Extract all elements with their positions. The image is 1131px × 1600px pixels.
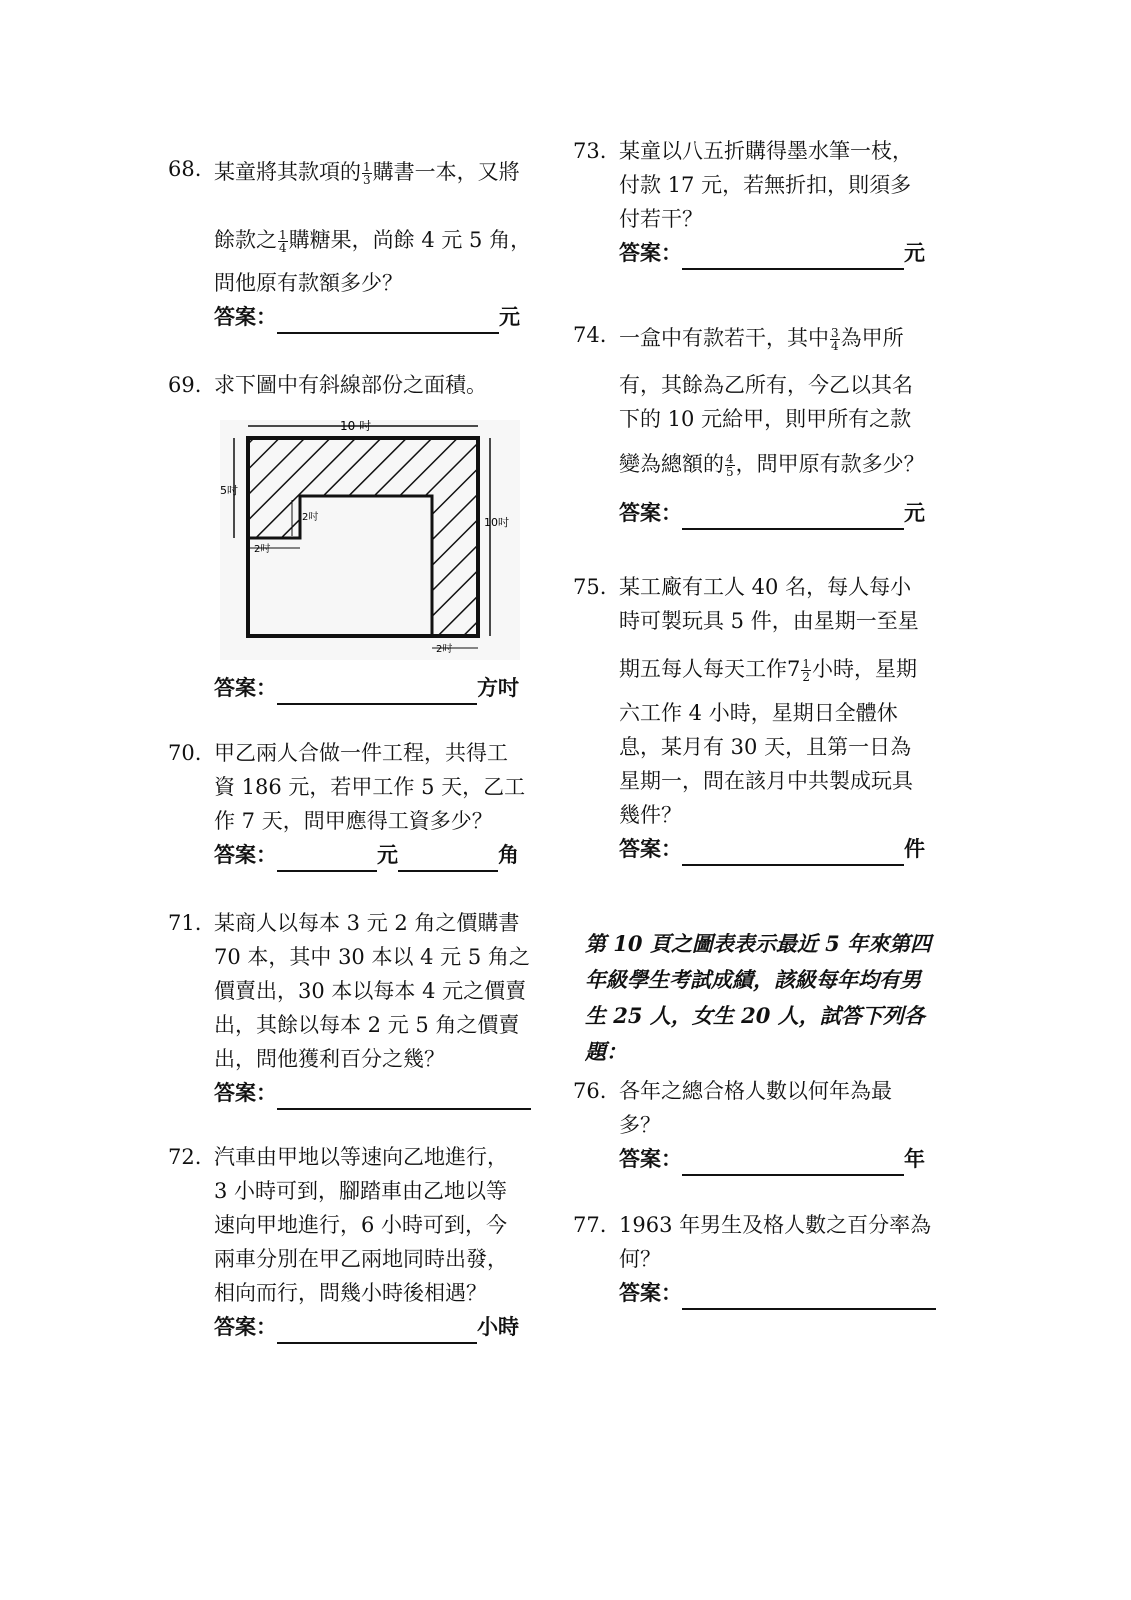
question-text: 某工廠有工人 40 名，每人每小 (619, 575, 912, 599)
question-68 (168, 152, 568, 334)
question-text: 70 本，其中 30 本以 4 元 5 角之 (214, 945, 530, 969)
answer-blank[interactable] (682, 1152, 904, 1176)
fraction: $\frac{4}{5}$ (726, 452, 734, 479)
question-73 (573, 134, 973, 270)
question-text: 多？ (619, 1113, 661, 1137)
question-text: 何？ (619, 1247, 661, 1271)
answer-blank[interactable] (277, 1086, 531, 1110)
question-number: 75. (573, 575, 607, 599)
question-number: 72. (168, 1145, 202, 1169)
label-inner: 2吋 (302, 512, 319, 523)
answer-blank[interactable] (682, 506, 904, 530)
question-number: 68. (168, 157, 202, 181)
question-75 (573, 570, 973, 866)
answer-line: 答案： 件 (619, 832, 973, 866)
answer-line: 答案： 元 (619, 236, 973, 270)
question-text: 出，其餘以每本 2 元 5 角之價賣 (214, 1013, 520, 1037)
question-text: 購書一本，又將 (372, 160, 520, 184)
question-text: 一盒中有款若干，其中 (619, 326, 829, 350)
answer-line: 答案： 年 (619, 1142, 973, 1176)
question-69-answer (214, 671, 574, 705)
label-top: 10 吋 (340, 420, 372, 433)
answer-blank[interactable] (682, 842, 904, 866)
question-text: 付若干？ (619, 207, 703, 231)
question-text: 時可製玩具 5 件，由星期一至星 (619, 609, 919, 633)
answer-line: 答案： (214, 1076, 568, 1110)
answer-blank[interactable] (277, 1320, 477, 1344)
label-bottom-right: 2吋 (436, 644, 453, 655)
question-number: 71. (168, 911, 202, 935)
question-number: 69. (168, 373, 202, 397)
section-instruction: 第 10 頁之圖表表示最近 5 年來第四 年級學生考試成績，該級每年均有男 生 25 人，女生 20 人，試答下列各 題： (585, 931, 932, 1064)
question-text: 六工作 4 小時，星期日全體休 (619, 701, 898, 725)
question-text: 購糖果，尚餘 4 元 5 角， (288, 228, 532, 252)
shaded-area-figure (220, 420, 520, 665)
question-text: 為甲所 (840, 326, 904, 350)
question-77 (573, 1208, 973, 1310)
answer-line: 答案： 元 角 (214, 838, 568, 872)
question-number: 76. (573, 1079, 607, 1103)
answer-blank-jiao[interactable] (398, 848, 498, 872)
question-text: 3 小時可到，腳踏車由乙地以等 (214, 1179, 508, 1203)
question-text: 資 186 元，若甲工作 5 天，乙工 (214, 775, 526, 799)
question-71 (168, 906, 568, 1110)
question-text: 速向甲地進行，6 小時可到，今 (214, 1213, 508, 1237)
answer-line: 答案： 元 (619, 496, 973, 530)
question-text: 小時，星期 (812, 657, 918, 681)
question-text: 下的 10 元給甲，則甲所有之款 (619, 407, 912, 431)
question-text: ，問甲原有款多少？ (735, 452, 925, 476)
question-number: 70. (168, 741, 202, 765)
question-text: 某商人以每本 3 元 2 角之價購書 (214, 911, 520, 935)
question-text: 作 7 天，問甲應得工資多少？ (214, 809, 493, 833)
question-text: 相向而行，問幾小時後相遇？ (214, 1281, 487, 1305)
question-text: 甲乙兩人合做一件工程，共得工 (214, 741, 508, 765)
question-text: 求下圖中有斜線部份之面積。 (214, 373, 487, 397)
fraction: $\frac{1}{2}$ (802, 657, 811, 684)
label-bottom-left: 2吋 (254, 544, 271, 555)
question-text: 期五每人每天工作7 (619, 657, 801, 681)
question-text: 價賣出，30 本以每本 4 元之價賣 (214, 979, 527, 1003)
label-right: 10吋 (484, 516, 509, 529)
question-text: 付款 17 元，若無折扣，則須多 (619, 173, 912, 197)
question-text: 餘款之 (214, 228, 277, 252)
fraction: $\frac{3}{4}$ (831, 326, 839, 353)
figure-svg (220, 420, 520, 660)
question-text: 某童將其款項的 (214, 160, 361, 184)
question-text: 幾件？ (619, 803, 682, 827)
question-text: 出，問他獲利百分之幾？ (214, 1047, 445, 1071)
label-left: 5吋 (220, 484, 238, 497)
answer-line: 答案： (619, 1276, 973, 1310)
fraction: $\frac{1}{3}$ (363, 160, 371, 187)
question-text: 汽車由甲地以等速向乙地進行， (214, 1145, 508, 1169)
answer-blank-yuan[interactable] (277, 848, 377, 872)
question-number: 74. (573, 323, 607, 347)
question-76 (573, 1074, 973, 1176)
answer-blank[interactable] (277, 681, 477, 705)
question-text: 有，其餘為乙所有，今乙以其名 (619, 373, 913, 397)
answer-blank[interactable] (277, 310, 499, 334)
question-text: 問他原有款額多少？ (214, 271, 403, 295)
question-70 (168, 736, 568, 872)
question-text: 某童以八五折購得墨水筆一枝， (619, 139, 913, 163)
question-text: 1963 年男生及格人數之百分率為 (619, 1213, 932, 1237)
answer-line: 答案： 元 (214, 300, 568, 334)
question-text: 兩車分別在甲乙兩地同時出發， (214, 1247, 508, 1271)
answer-blank[interactable] (682, 1286, 936, 1310)
question-74 (573, 318, 973, 530)
answer-line: 答案： 方吋 (214, 671, 574, 705)
question-72 (168, 1140, 568, 1344)
answer-line: 答案： 小時 (214, 1310, 568, 1344)
question-text: 變為總額的 (619, 452, 724, 476)
question-text: 各年之總合格人數以何年為最 (619, 1079, 892, 1103)
question-69 (168, 368, 568, 402)
question-text: 星期一，問在該月中共製成玩具 (619, 769, 913, 793)
question-text: 息，某月有 30 天，且第一日為 (619, 735, 912, 759)
answer-blank[interactable] (682, 246, 904, 270)
question-number: 77. (573, 1213, 607, 1237)
fraction: $\frac{1}{4}$ (279, 228, 287, 255)
question-number: 73. (573, 139, 607, 163)
